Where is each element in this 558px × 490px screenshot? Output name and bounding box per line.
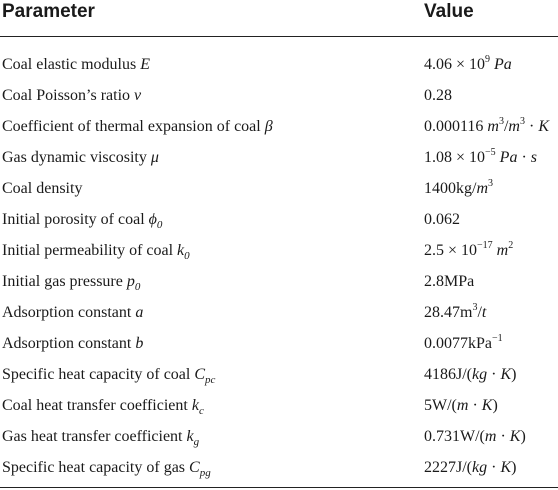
table-row (0, 328, 558, 359)
parameter-cell: Adsorption constant b (2, 335, 144, 352)
table-row (0, 142, 558, 173)
value-cell: 4186J/(kg · K) (424, 366, 517, 383)
parameter-cell: Initial porosity of coal $\phi_0$ (2, 211, 163, 231)
table-row (0, 173, 558, 204)
parameter-cell: Coefficient of thermal expansion of coal β (2, 118, 273, 135)
value-cell: 2.8MPa (424, 273, 475, 290)
value-cell: $4.06 \times 10^9$ Pa (424, 54, 512, 73)
table-row (0, 49, 558, 80)
value-cell: 0.062 (424, 211, 460, 228)
table-body (0, 49, 558, 483)
parameter-cell: Adsorption constant a (2, 304, 144, 321)
value-cell: 5W/(m · K) (424, 397, 498, 414)
parameter-cell: Gas heat transfer coefficient $k_g$ (2, 428, 200, 448)
header-value: Value (424, 1, 474, 22)
parameter-cell: Coal density (2, 180, 83, 197)
value-cell: $1.08 \times 10^{-5}$ Pa · s (424, 147, 538, 166)
table-row (0, 359, 558, 390)
table-row (0, 80, 558, 111)
table-row (0, 266, 558, 297)
table-row (0, 235, 558, 266)
value-cell: 2227J/(kg · K) (424, 459, 517, 476)
table-row (0, 452, 558, 483)
parameter-cell: Specific heat capacity of coal $C_{pc}$ (2, 366, 216, 386)
parameter-cell: Specific heat capacity of gas $C_{pg}$ (2, 459, 211, 479)
parameter-cell: Coal elastic modulus E (2, 56, 150, 73)
parameter-cell: Gas dynamic viscosity μ (2, 149, 159, 166)
table-header (0, 0, 558, 30)
bottom-rule (0, 487, 558, 488)
parameter-cell: Coal Poisson’s ratio ν (2, 87, 142, 104)
table-row (0, 111, 558, 142)
table-row (0, 421, 558, 452)
header-parameter: Parameter (2, 1, 95, 22)
table-row (0, 390, 558, 421)
value-cell: $2.5 \times 10^{-17}$ $m^2$ (424, 240, 514, 259)
parameter-cell: Coal heat transfer coefficient $k_c$ (2, 397, 204, 417)
value-cell: 0.000116 $m^3/m^3 \cdot K$ (424, 116, 549, 135)
value-cell: 0.731W/(m · K) (424, 428, 526, 445)
value-cell: 0.0077kPa$^{-1}$ (424, 333, 503, 352)
value-cell: 0.28 (424, 87, 452, 104)
table-row (0, 204, 558, 235)
value-cell: $28.47m^3/t$ (424, 302, 487, 321)
header-rule (0, 36, 558, 37)
parameter-cell: Initial gas pressure $p_0$ (2, 273, 141, 293)
value-cell: $1400kg/m^3$ (424, 178, 494, 197)
table-row (0, 297, 558, 328)
parameter-cell: Initial permeability of coal $k_0$ (2, 242, 190, 262)
